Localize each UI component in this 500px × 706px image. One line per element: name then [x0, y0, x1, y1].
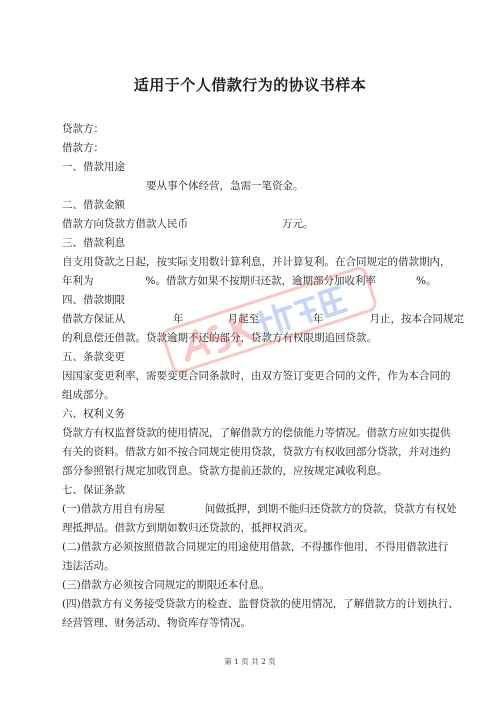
section-4-title: 四、借款期限	[62, 294, 125, 306]
section-6-title: 六、权利义务	[62, 408, 125, 420]
section-4-line-1-a: 借款方保证从	[62, 313, 125, 325]
section-7-p4-line-2: 经营管理、财务活动、物资库存等情况。	[62, 617, 251, 629]
borrower-label: 借款方：	[62, 142, 104, 154]
section-4-line-1-c: 月起至	[227, 313, 259, 325]
section-4-line-1	[62, 312, 464, 326]
section-6-line-3: 部分参照银行规定加收罚息。贷款方提前还款的，应按规定减收利息。	[62, 465, 388, 477]
section-1-title: 一、借款用途	[62, 161, 125, 173]
section-4-line-1-d: 年	[313, 313, 324, 325]
section-4-line-2: 的利息偿还借款。贷款逾期不还的部分，贷款方有权限期追回贷款。	[62, 332, 377, 344]
section-7-p3: (三)借款方必须按合同规定的期限还本付息。	[62, 579, 270, 591]
lender-label: 贷款方：	[62, 123, 104, 135]
section-2-text	[62, 217, 314, 231]
section-2-title: 二、借款金额	[62, 199, 125, 211]
section-4-line-1-b: 年	[173, 313, 184, 325]
section-7-p1-line-1	[62, 502, 457, 516]
document-title: 适用于个人借款行为的协议书样本	[133, 76, 367, 94]
section-6-line-1: 贷款方有权监督贷款的使用情况，了解借款方的偿债能力等情况。借款方应如实提供	[62, 427, 451, 439]
page-number: 第 1 页 共 2 页	[224, 657, 276, 666]
section-6-line-2: 有关的资料。借款方如不按合同规定使用贷款，贷款方有权收回部分贷款，并对违约	[62, 446, 451, 458]
section-2-text-a: 借款方向贷款方借款人民币	[62, 218, 188, 230]
section-5-title: 五、条款变更	[62, 351, 125, 363]
section-7-p1-line-1-a: (一)借款方用自有房屋	[62, 503, 165, 515]
section-2-text-b: 万元。	[282, 218, 314, 230]
section-5-line-2: 组成部分。	[62, 389, 115, 401]
section-3-line-2-a: 年利为	[62, 275, 94, 287]
section-3-line-1: 自支用贷款之日起，按实际支用数计算利息，并计算复利。在合同规定的借款期内，	[62, 256, 451, 268]
section-7-p2-line-1: (二)借款方必须按照借款合同规定的用途使用借款，不得挪作他用，不得用借款进行	[62, 541, 449, 553]
section-7-p4-line-1: (四)借款方有义务接受贷款方的检查、监督贷款的使用情况，了解借款方的计划执行、	[62, 598, 459, 610]
section-3-line-2	[62, 274, 436, 288]
section-3-line-2-b: %。借款方如果不按期归还款，逾期部分加收利率	[145, 275, 376, 287]
section-7-title: 七、保证条款	[62, 484, 125, 496]
section-5-line-1: 因国家变更利率，需要变更合同条款时，由双方签订变更合同的文件，作为本合同的	[62, 370, 451, 382]
section-7-p1-line-1-b: 间做抵押，到期不能归还贷款方的贷款，贷款方有权处	[204, 503, 457, 515]
section-3-line-2-c: %。	[415, 275, 437, 287]
section-7-p2-line-2: 违法活动。	[62, 560, 115, 572]
section-3-title: 三、借款利息	[62, 237, 125, 249]
section-1-text: 要从事个体经营，急需一笔资金。	[146, 180, 304, 192]
section-7-p1-line-2: 理抵押品。借款方到期如数归还贷款的，抵押权消灭。	[62, 522, 314, 534]
section-4-line-1-e: 月止，按本合同规定	[369, 313, 464, 325]
